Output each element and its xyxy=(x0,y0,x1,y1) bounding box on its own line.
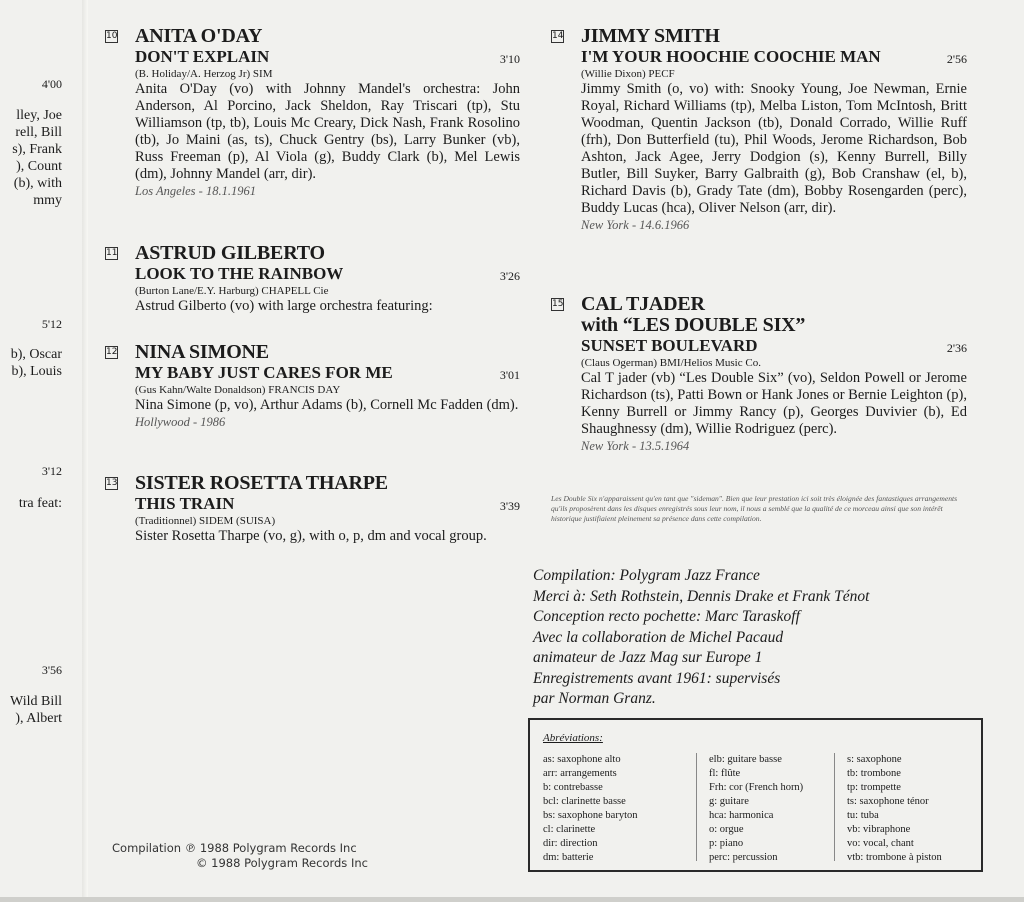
track-personnel: Astrud Gilberto (vo) with large orchestra featuring: xyxy=(135,298,433,314)
track-number: 14 xyxy=(552,31,564,41)
track-duration: 3'39 xyxy=(499,499,520,513)
track-duration: 2'56 xyxy=(946,52,967,66)
abbreviation-entry: perc: percussion xyxy=(709,852,778,863)
track-title: I'M YOUR HOOCHIE COOCHIE MAN xyxy=(581,47,881,66)
copyright-notice xyxy=(112,841,368,871)
abbreviation-entry: arr: arrangements xyxy=(543,768,617,779)
abbreviation-entry: cl: clarinette xyxy=(543,824,596,835)
track-12 xyxy=(106,341,520,430)
page-fold xyxy=(82,0,88,902)
left-text-line: Wild Bill xyxy=(10,694,62,709)
credit-line: Avec la collaboration de Michel Pacaud xyxy=(533,628,784,646)
page-bottom-edge xyxy=(0,897,1024,902)
left-column-fragment xyxy=(0,0,66,902)
track-credit: (Gus Kahn/Walte Donaldson) FRANCIS DAY xyxy=(135,384,341,396)
left-text-line: s), Frank xyxy=(12,142,62,157)
credit-line: Conception recto pochette: Marc Taraskoff xyxy=(533,608,800,625)
abbreviation-entry: hca: harmonica xyxy=(709,810,774,821)
track-personnel: Jimmy Smith (o, vo) with: Snooky Young, Joe Newman, Ernie Royal, Richard Williams (tp), Melba Liston, Tom McIntosh, Britt Woodman, Quentin Jackson (tb), Donald Corrado, Willie Ruff (frh), Don Butterfield (tu), Phil Woods, Jerome Richardson, Bob Ashton, Jack Agee, Jerry Dodgion (s), Kenny Burrell, Billy Butler, Bill Suyker, Barry Galbraith (g), Bob Cranshaw (el, b), Richard Davis (b), Grady Tate (dm), Bobby Rosengarden (perc), Buddy Lucas (hca), Oliver Nelson (arr, dir). xyxy=(581,81,967,216)
left-duration: 3'56 xyxy=(41,663,62,677)
track-title-row xyxy=(135,494,520,514)
track-number: 15 xyxy=(552,299,564,309)
left-duration: 3'12 xyxy=(41,464,62,478)
track-artist: ASTRUD GILBERTO xyxy=(135,242,325,264)
track-title: MY BABY JUST CARES FOR ME xyxy=(135,363,393,382)
track-14 xyxy=(552,25,967,233)
track-15 xyxy=(552,293,967,454)
left-text-line: tra feat: xyxy=(18,496,62,511)
abbreviation-entry: Frh: cor (French horn) xyxy=(709,782,804,793)
track-number: 10 xyxy=(106,31,118,41)
track-artist-featuring: with “LES DOUBLE SIX” xyxy=(581,314,806,336)
abbreviation-entry: vo: vocal, chant xyxy=(847,838,914,849)
track-artist: CAL TJADER xyxy=(581,293,705,315)
track-personnel: Nina Simone (p, vo), Arthur Adams (b), Cornell Mc Fadden (dm). xyxy=(135,397,519,413)
copyright-line: © 1988 Polygram Records Inc xyxy=(196,856,368,870)
track-13 xyxy=(106,472,520,545)
abbreviation-entry: bs: saxophone baryton xyxy=(543,810,638,821)
abbreviation-entry: as: saxophone alto xyxy=(543,754,621,765)
left-text-line: lley, Joe xyxy=(16,108,62,123)
abbreviations-title: Abréviations: xyxy=(543,732,603,744)
track-title: THIS TRAIN xyxy=(135,494,235,513)
credit-line: Merci à: Seth Rothstein, Dennis Drake et Frank Ténot xyxy=(533,587,870,605)
track-credit: (Willie Dixon) PECF xyxy=(581,68,675,80)
compilation-credits xyxy=(533,566,983,710)
credit-line: Compilation: Polygram Jazz France xyxy=(533,567,760,584)
track-number: 13 xyxy=(106,478,118,488)
abbreviation-entry: g: guitare xyxy=(709,796,749,807)
copyright-line-compilation: Compilation ℗ 1988 Polygram Records Inc xyxy=(112,841,357,855)
track-personnel: Anita O'Day (vo) with Johnny Mandel's orchestra: John Anderson, Al Porcino, Jack Sheldon, Ray Triscari (tp), Stu Williamson (tp, tb), Louis Mc Creary, Dick Nash, Frank Rosolino (tb), Jo Maini (as, ts), Chuck Gentry (bs), Larry Bunker (vb), Russ Freeman (p), Al Viola (g), Buddy Clark (b), Mel Lewis (dm), Johnny Mandel (arr, dir). xyxy=(135,81,520,182)
track-title: DON'T EXPLAIN xyxy=(135,47,270,66)
track-recording-place: New York - 13.5.1964 xyxy=(581,439,690,453)
abbreviation-entry: s: saxophone xyxy=(847,754,902,765)
abbreviation-entry: tp: trompette xyxy=(847,782,901,793)
abbreviation-entry: ts: saxophone ténor xyxy=(847,796,929,807)
track-title-row xyxy=(135,47,520,67)
left-text-line: b), Oscar xyxy=(10,347,62,362)
credit-line: par Norman Granz. xyxy=(533,690,656,707)
abbreviation-entry: vtb: trombone à piston xyxy=(847,852,942,863)
track-title-row xyxy=(581,336,967,356)
track-recording-place: Hollywood - 1986 xyxy=(135,415,226,429)
abbreviation-entry: tu: tuba xyxy=(847,810,879,821)
track-artist: NINA SIMONE xyxy=(135,341,269,363)
track-10 xyxy=(106,25,520,199)
track-personnel: Cal T jader (vb) “Les Double Six” (vo), Seldon Powell or Jerome Richardson (ts), Patti Bown or Hank Jones or Bernie Leighton (p), Kenny Burrell or Jimmy Rancy (p), Georges Duvivier (b), Ed Shaughnessy (dm), Willie Rodriguez (perc). xyxy=(581,370,967,437)
abbreviation-entry: dm: batterie xyxy=(543,852,594,863)
left-text-line: ), Count xyxy=(16,159,62,174)
abbreviations-column-2 xyxy=(696,753,803,861)
abbreviation-entry: vb: vibraphone xyxy=(847,824,911,835)
left-text-line: mmy xyxy=(33,193,62,208)
double-six-note: Les Double Six n'apparaissent qu'en tant que "sideman". Bien que leur prestation ici soit très éloignée des fantastiques arrangements qu'ils proposèrent dans les disques enregistrés sous leur nom, il nous a semblé que la qualité de ce morceau ainsi que son intérêt historique justifiaient pleinement sa présence dans cette compilation. xyxy=(551,494,958,523)
track-duration: 3'10 xyxy=(499,52,520,66)
abbreviation-entry: dir: direction xyxy=(543,838,598,849)
left-text-line: (b), with xyxy=(13,176,62,191)
left-duration: 4'00 xyxy=(41,77,62,91)
track-number: 11 xyxy=(106,248,118,258)
track-artist: ANITA O'DAY xyxy=(135,25,263,47)
credit-line: animateur de Jazz Mag sur Europe 1 xyxy=(533,649,763,666)
track-number: 12 xyxy=(106,347,118,357)
track-credit: (Burton Lane/E.Y. Harburg) CHAPELL Cie xyxy=(135,285,329,297)
track-recording-place: Los Angeles - 18.1.1961 xyxy=(135,184,256,198)
abbreviation-entry: tb: trombone xyxy=(847,768,901,779)
abbreviation-entry: elb: guitare basse xyxy=(709,754,782,765)
abbreviations-column-1 xyxy=(543,753,638,865)
track-11 xyxy=(106,242,520,315)
track-duration: 3'26 xyxy=(499,269,520,283)
track-duration: 3'01 xyxy=(499,368,520,382)
track-credit: (B. Holiday/A. Herzog Jr) SIM xyxy=(135,68,273,80)
credit-line: Enregistrements avant 1961: supervisés xyxy=(533,669,781,687)
track-artist: JIMMY SMITH xyxy=(581,25,720,47)
abbreviations-column-3 xyxy=(834,753,942,861)
track-personnel: Sister Rosetta Tharpe (vo, g), with o, p, dm and vocal group. xyxy=(135,528,487,544)
track-credit: (Claus Ogerman) BMI/Helios Music Co. xyxy=(581,357,761,369)
track-title-row xyxy=(135,264,520,284)
abbreviation-entry: bcl: clarinette basse xyxy=(543,796,626,807)
track-recording-place: New York - 14.6.1966 xyxy=(581,218,690,232)
track-title-row xyxy=(581,47,967,67)
track-title: LOOK TO THE RAINBOW xyxy=(135,264,344,283)
track-title-row xyxy=(135,363,520,383)
left-text-line: ), Albert xyxy=(15,711,62,726)
left-duration: 5'12 xyxy=(41,317,62,331)
track-artist: SISTER ROSETTA THARPE xyxy=(135,472,388,494)
abbreviation-entry: o: orgue xyxy=(709,824,744,835)
left-text-line: b), Louis xyxy=(11,364,62,379)
left-text-line: rell, Bill xyxy=(15,125,62,140)
track-credit: (Traditionnel) SIDEM (SUISA) xyxy=(135,515,276,527)
track-title: SUNSET BOULEVARD xyxy=(581,336,758,355)
abbreviation-entry: p: piano xyxy=(709,838,744,849)
abbreviation-entry: b: contrebasse xyxy=(543,782,603,793)
track-duration: 2'36 xyxy=(946,341,967,355)
abbreviation-entry: fl: flûte xyxy=(709,768,741,779)
abbreviations-box xyxy=(528,718,983,872)
